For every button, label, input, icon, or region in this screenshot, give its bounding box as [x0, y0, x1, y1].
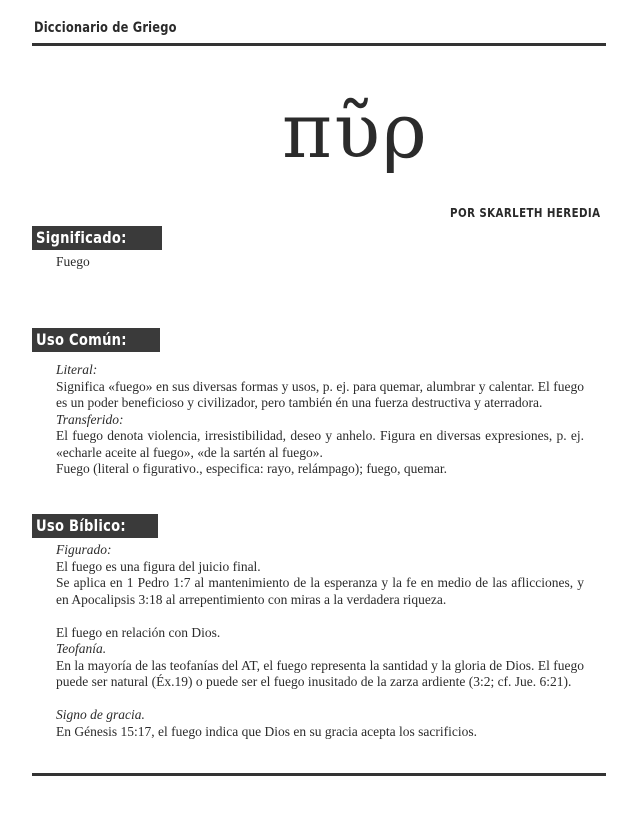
footer-divider	[32, 773, 606, 776]
transferido-text: El fuego denota violencia, irresistibilidad, deseo y anhelo. Figura en diversas expresiones, p. ej. «echarle aceite al fuego», «de la sartén al fuego».	[56, 428, 584, 460]
figurado-line-1: El fuego es una figura del juicio final.	[56, 558, 261, 574]
section-label-significado: Significado:	[32, 226, 162, 250]
significado-body	[56, 254, 584, 271]
figurado-label: Figurado:	[56, 542, 112, 557]
literal-text: Significa «fuego» en sus diversas formas y usos, p. ej. para quemar, alumbrar y calentar. El fuego es un poder beneficioso y civilizador, pero también én una fuerza destructiva y aterradora.	[56, 378, 584, 410]
signo-label: Signo de gracia.	[56, 707, 145, 722]
significado-text: Fuego	[56, 254, 90, 269]
uso-comun-extra-text: Fuego (literal o figurativo., especifica: rayo, relámpago); fuego, quemar.	[56, 461, 447, 476]
greek-headword: πῦρ	[282, 86, 429, 175]
section-label-uso-biblico: Uso Bíblico:	[32, 514, 158, 538]
literal-label: Literal:	[56, 362, 98, 377]
signo-text: En Génesis 15:17, el fuego indica que Dios en su gracia acepta los sacrificios.	[56, 723, 477, 739]
figurado-line-2: Se aplica en 1 Pedro 1:7 al mantenimiento de la esperanza y la fe en medio de las aflicciones, y en Apocalipsis 3:18 al arrepentimiento con miras a la verdadera riqueza.	[56, 575, 584, 607]
paragraph-gap	[56, 608, 584, 625]
uso-biblico-body	[56, 542, 584, 740]
header-divider	[32, 43, 606, 46]
dictionary-title: Diccionario de Griego	[34, 20, 177, 36]
teofania-text: En la mayoría de las teofanías del AT, el fuego representa la santidad y la gloria de Dios. El fuego puede ser natural (Éx.19) o puede ser el fuego inusitado de la zarza ardiente (3:2; cf. Jue. 6:21).	[56, 657, 584, 689]
paragraph-gap	[56, 691, 584, 708]
author-byline: POR SKARLETH HEREDIA	[449, 205, 600, 220]
teofania-label: Teofanía.	[56, 641, 107, 656]
transferido-label: Transferido:	[56, 411, 124, 427]
section-label-uso-comun: Uso Común:	[32, 328, 160, 352]
uso-comun-body	[56, 362, 584, 478]
relacion-text: El fuego en relación con Dios.	[56, 624, 221, 640]
